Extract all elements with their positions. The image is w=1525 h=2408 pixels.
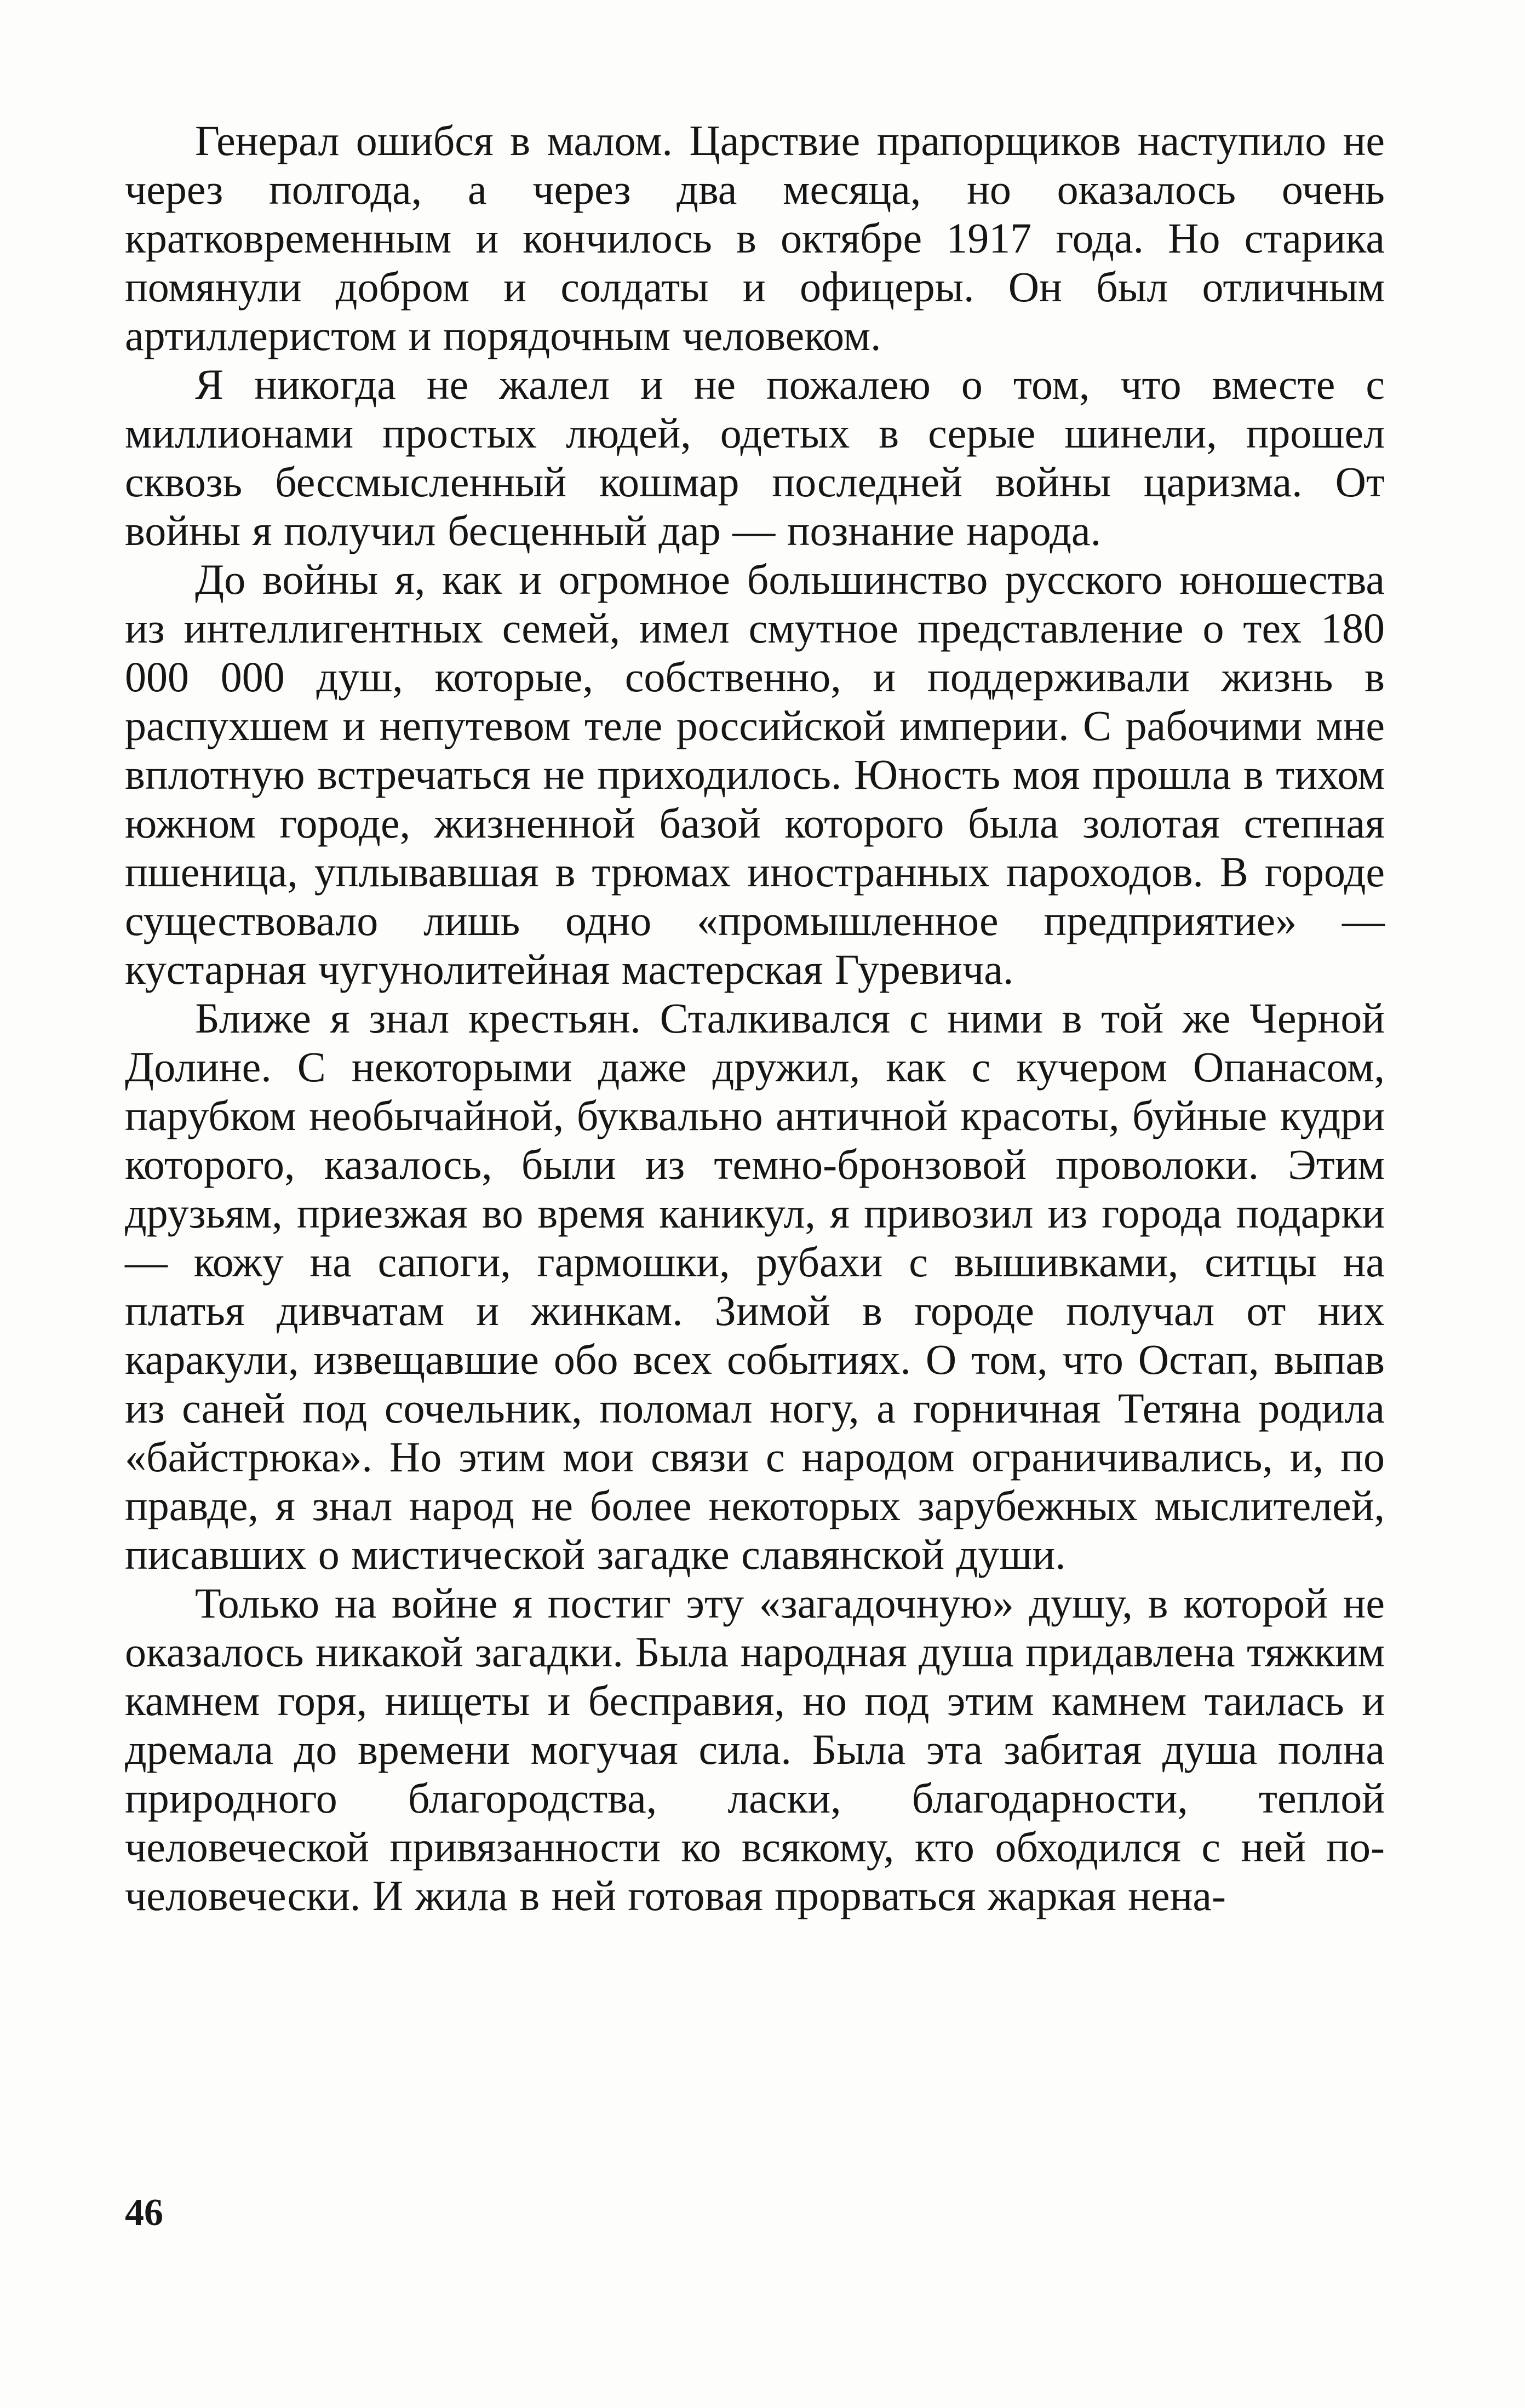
paragraph-4: Ближе я знал крестьян. Сталкивался с ними в той же Черной Долине. С некоторыми даже дружил, как с кучером Опанасом, парубком необычайной, буквально античной красоты, буйные кудри которого, казалось, были из темно-бронзовой проволоки. Этим друзьям, приезжая во время каникул, я привозил из города подарки — кожу на сапоги, гармошки, рубахи с вышивками, ситцы на платья дивчатам и жинкам. Зимой в городе получал от них каракули, извещавшие обо всех событиях. О том, что Остап, выпав из саней под сочельник, поломал ногу, а горничная Тетяна родила «байстрюка». Но этим мои связи с народом ограничивались, и, по правде, я знал народ не более некоторых зарубежных мыслителей, писавших о мистической загадке славянской души.	[125, 994, 1385, 1578]
paragraph-5: Только на войне я постиг эту «загадочную» душу, в которой не оказалось никакой загадки. Была народная душа придавлена тяжким камнем горя, нищеты и бесправия, но под этим камнем таилась и дремала до времени могучая сила. Была эта забитая душа полна природного благородства, ласки, благодарности, теплой человеческой привязанности ко всякому, кто обходился с ней по-человечески. И жила в ней готовая прорваться жаркая нена-	[125, 1579, 1385, 1919]
paragraph-3: До войны я, как и огромное большинство русского юношества из интеллигентных семей, имел смутное представление о тех 180 000 000 душ, которые, собственно, и поддерживали жизнь в распухшем и непутевом теле российской империи. С рабочими мне вплотную встречаться не приходилось. Юность моя прошла в тихом южном городе, жизненной базой которого была золотая степная пшеница, уплывавшая в трюмах иностранных пароходов. В городе существовало лишь одно «промышленное предприятие» — кустарная чугунолитейная мастерская Гуревича.	[125, 555, 1385, 993]
paragraph-1: Генерал ошибся в малом. Царствие прапорщиков наступило не через полгода, а через два месяца, но оказалось очень кратковременным и кончилось в октябре 1917 года. Но старика помянули добром и солдаты и офицеры. Он был отличным артиллеристом и порядочным человеком.	[125, 117, 1385, 359]
body-text	[125, 116, 1385, 1920]
page-number: 46	[125, 2192, 163, 2234]
paragraph-2: Я никогда не жалел и не пожалею о том, что вместе с миллионами простых людей, одетых в серые шинели, прошел сквозь бессмысленный кошмар последней войны царизма. От войны я получил бесценный дар — познание народа.	[125, 360, 1385, 554]
